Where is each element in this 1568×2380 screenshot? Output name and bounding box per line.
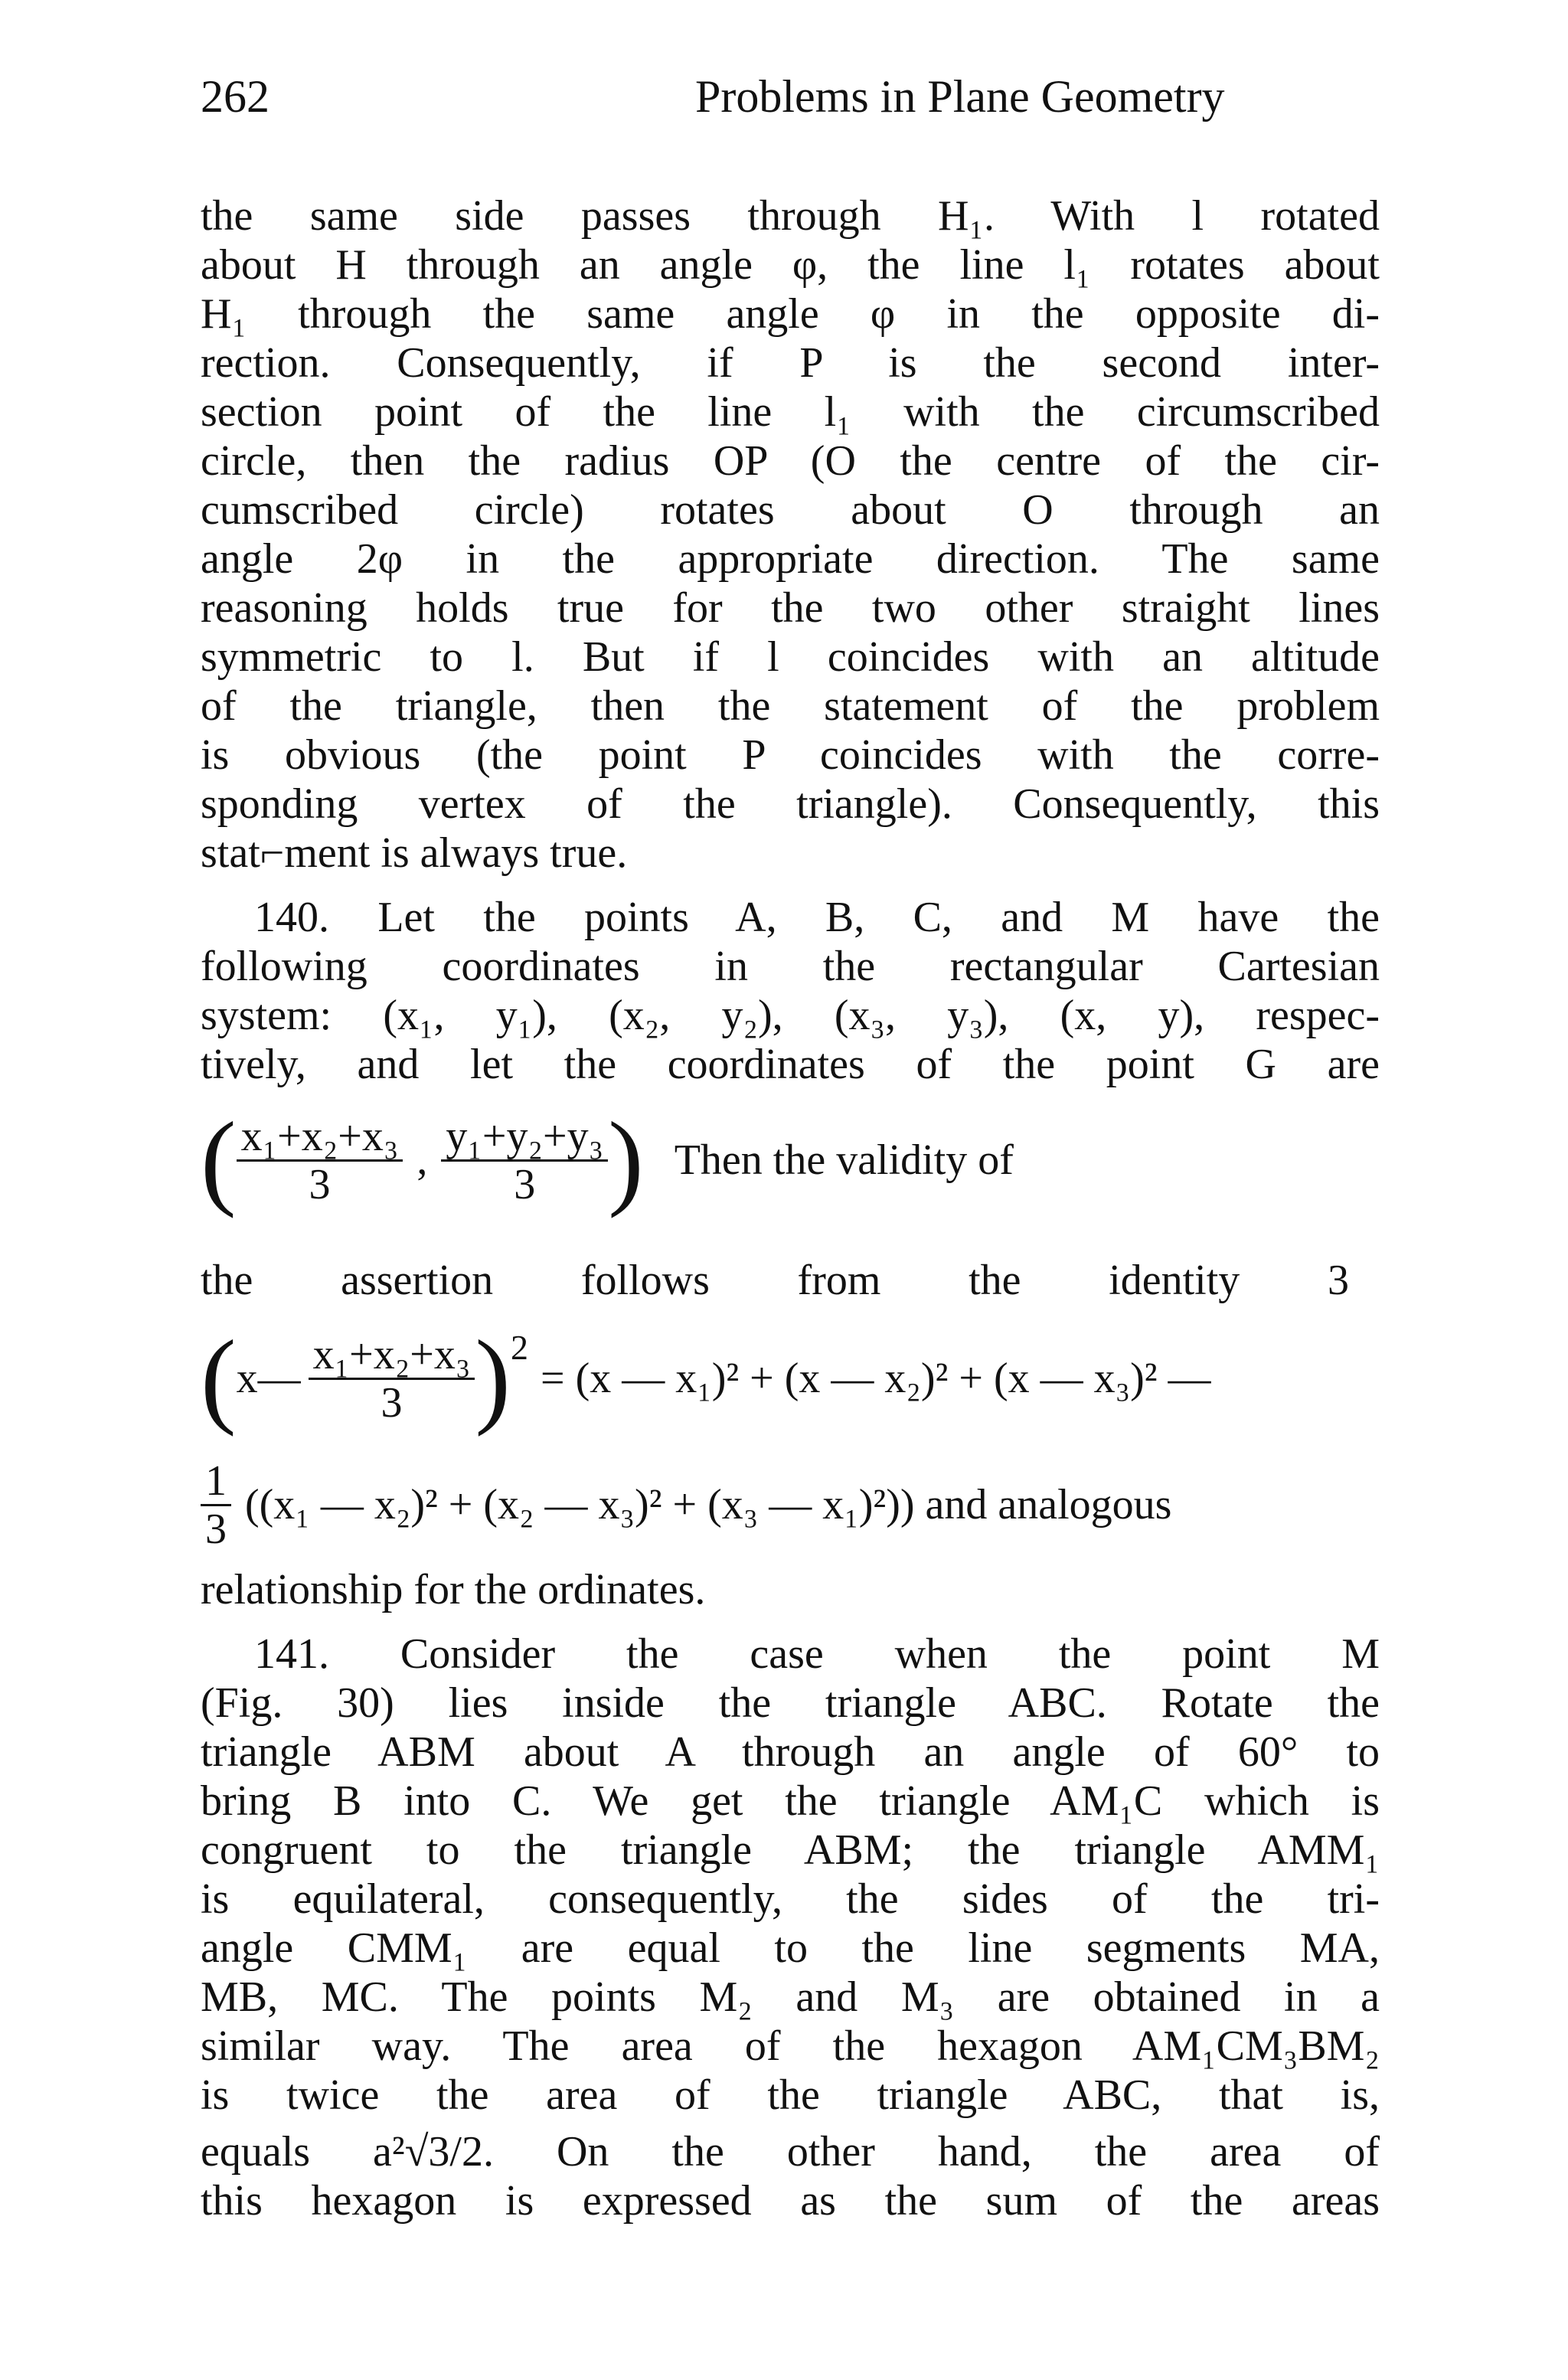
text-line: relationship for the ordinates. [201, 1566, 706, 1613]
identity-formula-continued: $\frac{1}{3}$ ((x₁ — x₂)² + (x₂ — x₃)² + (x₃ — x₁)²)) and analogous [201, 1455, 1380, 1555]
text-line: the assertion follows from the identity 3 [201, 1257, 1349, 1304]
fraction-x: $\frac{\text{x₁+x₂+x₃}}{3}$ [237, 1113, 403, 1208]
text-line: equals a²√3/2. On the other hand, the area of [201, 2128, 1380, 2176]
text-line: reasoning holds true for the two other straight lines [201, 584, 1380, 632]
text-line: H₁ through the same angle φ in the opposite di- [201, 290, 1380, 338]
centroid-formula: ( $\frac{\text{x₁+x₂+x₃}}{3}$ , $\frac{\text{y₁+y₂+y₃}}{3}$ ) Then the validity of [201, 1100, 1014, 1219]
text-line: symmetric to l. But if l coincides with an altitude [201, 633, 1380, 681]
problem-141-start: 141. Consider the case when the point M [254, 1630, 1380, 1678]
text-line: sponding vertex of the triangle). Consequently, this [201, 780, 1380, 828]
text-line: is twice the area of the triangle ABC, that is, [201, 2071, 1380, 2119]
text-line: tively, and let the coordinates of the point G are [201, 1041, 1380, 1088]
text-line: system: (x₁, y₁), (x₂, y₂), (x₃, y₃), (x, y), respec- [201, 992, 1380, 1039]
text-line: circle, then the radius OP (O the centre of the cir- [201, 437, 1380, 485]
fraction-y: $\frac{\text{y₁+y₂+y₃}}{3}$ [441, 1113, 608, 1208]
fraction-mean-x: $\frac{\text{x₁+x₂+x₃}}{3}$ [309, 1332, 475, 1426]
text-line: this hexagon is expressed as the sum of the areas [201, 2177, 1380, 2225]
text-line: the same side passes through H₁. With l rotated [201, 192, 1380, 240]
text-line: cumscribed circle) rotates about O through an [201, 486, 1380, 534]
text-line: section point of the line l₁ with the circumscribed [201, 388, 1380, 436]
running-title: Problems in Plane Geometry [695, 71, 1225, 122]
text-line: angle 2φ in the appropriate direction. The same [201, 535, 1380, 583]
text-line: triangle ABM about A through an angle of 60° to [201, 1728, 1380, 1776]
text-line: bring B into C. We get the triangle AM₁C which is [201, 1777, 1380, 1825]
text-line: following coordinates in the rectangular Cartesian [201, 943, 1380, 990]
text-line: is obvious (the point P coincides with the corre- [201, 731, 1380, 779]
fraction-one-third: $\frac{1}{3}$ [201, 1458, 231, 1552]
text-line: MB, MC. The points M₂ and M₃ are obtained in a [201, 1973, 1380, 2021]
text-line: rection. Consequently, if P is the second inter- [201, 339, 1380, 387]
text-line: angle CMM₁ are equal to the line segments MA, [201, 1924, 1380, 1972]
text-line: of the triangle, then the statement of the problem [201, 682, 1380, 730]
identity-formula: ( x— $\frac{\text{x₁+x₂+x₃}}{3}$ ) 2 = (x — x₁)² + (x — x₂)² + (x — x₃)² — [201, 1319, 1211, 1437]
text-line: about H through an angle φ, the line l₁ rotates about [201, 241, 1380, 289]
page-number: 262 [201, 71, 270, 122]
text-line: congruent to the triangle ABM; the triangle AMM₁ [201, 1826, 1380, 1874]
text-line: (Fig. 30) lies inside the triangle ABC. Rotate the [201, 1679, 1380, 1727]
text-line: stat⌐ment is always true. [201, 829, 628, 877]
problem-140-start: 140. Let the points A, B, C, and M have the [254, 894, 1380, 941]
text-line: similar way. The area of the hexagon AM₁CM₃BM₂ [201, 2022, 1380, 2070]
text-line: is equilateral, consequently, the sides of the tri- [201, 1875, 1380, 1923]
